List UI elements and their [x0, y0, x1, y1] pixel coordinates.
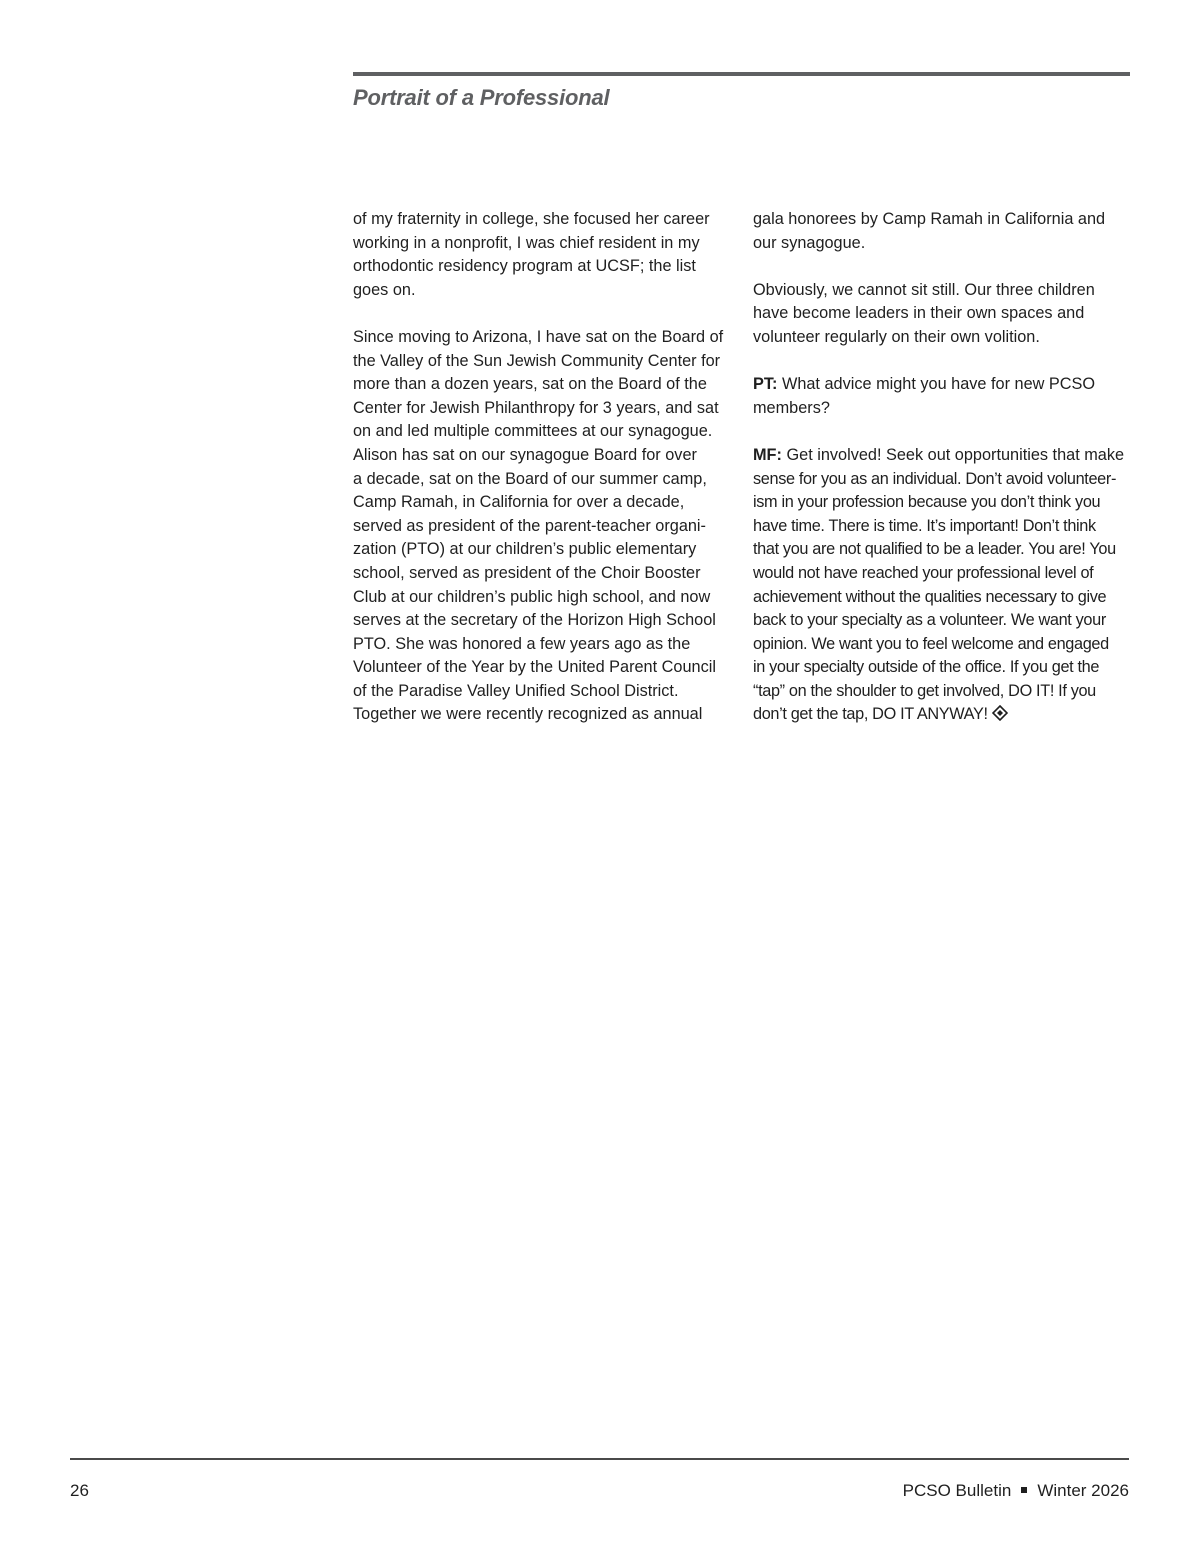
answer-text: Get involved! Seek out opportunities that make — [786, 445, 1125, 464]
text-line — [753, 444, 1135, 468]
paragraph — [353, 208, 733, 302]
text-line: the Valley of the Sun Jewish Community Center for — [353, 351, 721, 370]
text-line: Center for Jewish Philanthropy for 3 years, and sat — [353, 398, 719, 417]
speaker-label-pt: PT: — [753, 375, 778, 394]
text-line: school, served as president of the Choir Booster — [353, 563, 701, 582]
text-line: in your specialty outside of the office. If you get the — [753, 658, 1100, 677]
paragraph — [753, 208, 1135, 255]
text-line: volunteer regularly on their own volition. — [753, 327, 1040, 346]
paragraph — [353, 326, 733, 727]
text-line: “tap” on the shoulder to get involved, DO IT! If you — [753, 681, 1096, 700]
text-line: gala honorees by Camp Ramah in California and — [753, 210, 1106, 228]
text-line: that you are not qualified to be a leader. You are! You — [753, 540, 1116, 559]
text-line: opinion. We want you to feel welcome and engaged — [753, 634, 1109, 653]
text-line: working in a nonprofit, I was chief resident in my — [353, 233, 700, 252]
interview-answer — [753, 444, 1135, 727]
text-line: back to your specialty as a volunteer. We want your — [753, 611, 1106, 630]
text-line: serves at the secretary of the Horizon High School — [353, 611, 716, 630]
text-line: Club at our children’s public high school, and now — [353, 587, 711, 606]
text-line: Camp Ramah, in California for over a decade, — [353, 493, 685, 512]
publication-name: PCSO Bulletin — [902, 1481, 1012, 1500]
question-text: What advice might you have for new PCSO — [781, 375, 1096, 394]
section-title: Portrait of a Professional — [353, 85, 610, 110]
text-line: of my fraternity in college, she focused her career — [353, 210, 710, 228]
text-line: more than a dozen years, sat on the Board of the — [353, 375, 707, 394]
text-line: zation (PTO) at our children’s public elementary — [353, 540, 697, 559]
text-line: achievement without the qualities necessary to give — [753, 587, 1107, 606]
text-line: served as president of the parent-teacher organi- — [353, 516, 706, 535]
page-number: 26 — [70, 1481, 89, 1500]
closing-text: don’t get the tap, DO IT ANYWAY! — [753, 705, 988, 724]
header-rule — [353, 72, 1130, 76]
speaker-label-mf: MF: — [753, 445, 782, 464]
text-line: Since moving to Arizona, I have sat on the Board of — [353, 327, 724, 346]
publication-info — [903, 1480, 1129, 1502]
text-line: a decade, sat on the Board of our summer camp, — [353, 469, 707, 488]
text-line — [753, 373, 1135, 397]
text-line: goes on. — [353, 280, 416, 299]
text-line: of the Paradise Valley Unified School District. — [353, 681, 679, 700]
text-line: would not have reached your professional level of — [753, 563, 1094, 582]
text-line: ism in your profession because you don’t think you — [753, 493, 1101, 512]
square-bullet-icon — [1021, 1487, 1027, 1493]
text-line: PTO. She was honored a few years ago as the — [353, 634, 691, 653]
text-line: Obviously, we cannot sit still. Our three children — [753, 280, 1095, 299]
text-line: members? — [753, 398, 830, 417]
text-line: on and led multiple committees at our synagogue. — [353, 422, 713, 441]
text-line: Alison has sat on our synagogue Board for over — [353, 445, 697, 464]
text-line: sense for you as an individual. Don’t avoid volunteer- — [753, 469, 1117, 488]
text-line: have time. There is time. It’s important! Don’t think — [753, 516, 1096, 535]
text-line: orthodontic residency program at UCSF; the list — [353, 257, 696, 276]
footer-rule — [70, 1458, 1129, 1460]
interview-question — [753, 373, 1135, 420]
text-line — [753, 703, 1135, 727]
diamond-end-mark-icon — [992, 705, 1008, 721]
issue-date: Winter 2026 — [1037, 1481, 1129, 1500]
text-line: Volunteer of the Year by the United Parent Council — [353, 658, 716, 677]
paragraph — [753, 279, 1135, 350]
article-column-left — [353, 208, 733, 751]
text-line: have become leaders in their own spaces and — [753, 304, 1085, 323]
text-line: our synagogue. — [753, 233, 866, 252]
text-line: Together we were recently recognized as annual — [353, 705, 703, 724]
article-column-right — [753, 208, 1135, 751]
